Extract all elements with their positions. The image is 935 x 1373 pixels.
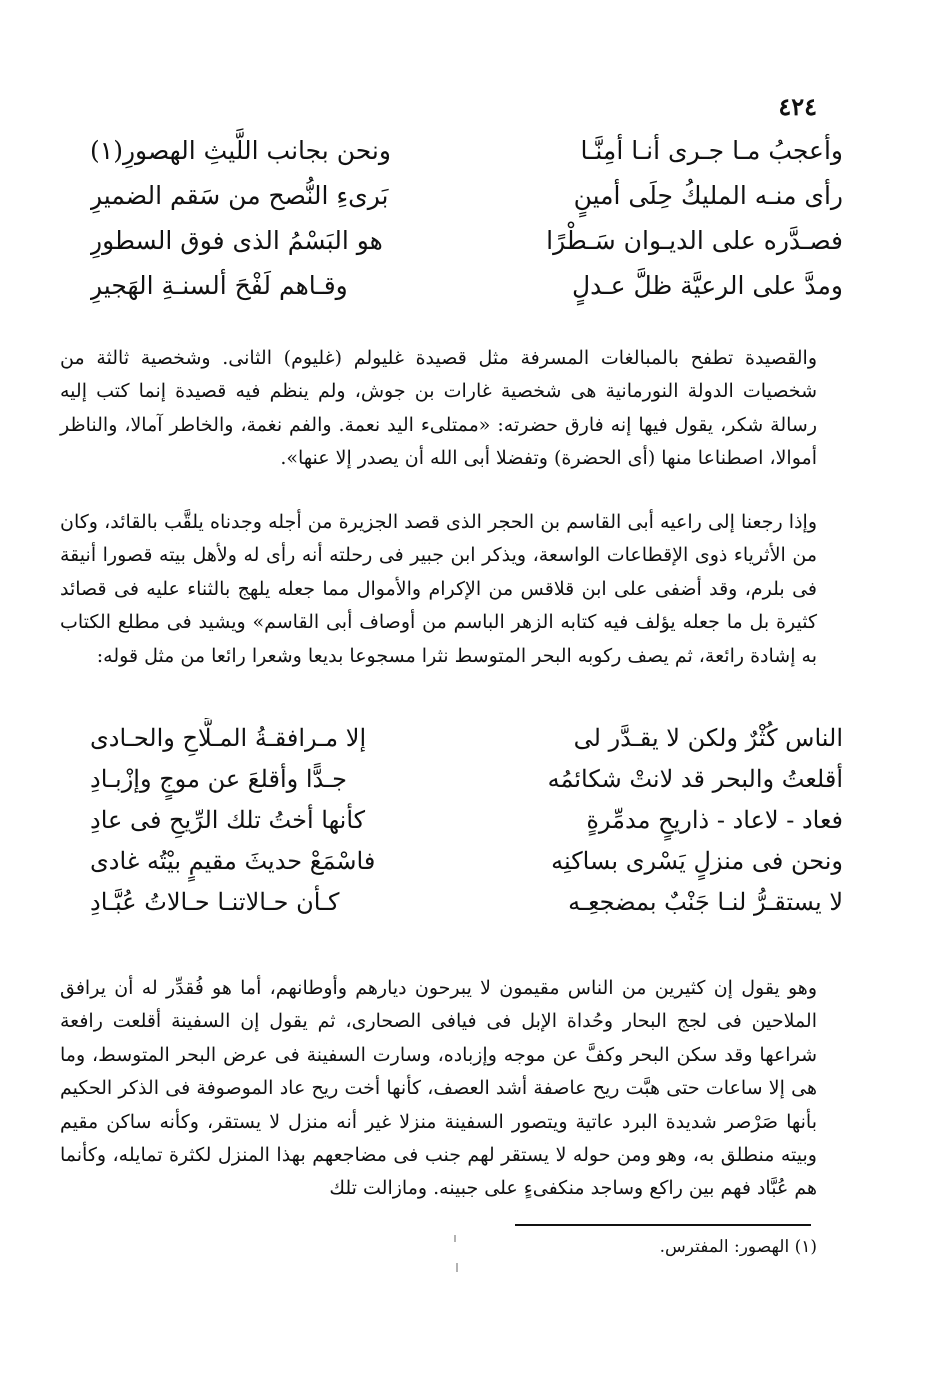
poem-second-hemistich: إلا مـرافقـةُ المـلَّاحِ والحـادى (90, 724, 367, 752)
poem-line (90, 128, 843, 173)
poem-line (90, 263, 843, 308)
poem-second-hemistich: وقـاهم لَفْحَ ألسنـةِ الهَجيرِ (90, 271, 348, 300)
poem-second-hemistich: كـأن حـالاتنـا حـالاتُ عُبَّـادِ (90, 888, 340, 916)
page-number: ٤٢٤ (778, 92, 817, 121)
poem-line (90, 759, 843, 800)
poem-line (90, 218, 843, 263)
poem-second-hemistich: جـدًّا وأقلعَ عن موجٍ وإزْبـادِ (90, 765, 347, 793)
poem-line (90, 800, 843, 841)
poem-second-hemistich: بَرىءِ النُّصح من سَقم الضميرِ (90, 181, 389, 210)
quoted-poem (90, 718, 843, 923)
paper-speck (454, 1235, 456, 1242)
footnote-divider (515, 1224, 811, 1226)
poem-first-hemistich: فعاد - لاعاد - ذاريحٍ مدمِّرةٍ (586, 806, 843, 834)
poem-first-hemistich: فصـدَّره على الديـوان سَـطْرًا (546, 226, 843, 255)
paper-speck (456, 1263, 458, 1272)
poem-first-hemistich: الناس كُثْرٌ ولكن لا يقـدَّر لى (573, 724, 843, 752)
body-paragraph: وهو يقول إن كثيرين من الناس مقيمون لا يبرحون ديارهم وأوطانهم، أما هو فُقدِّر له أن يرافق الملاحين فى لجج البحار وحُداة الإبل فى فيافى الصحارى، ثم يقول إن السفينة أقلعت رافعة شراعها وقد سكن البحر وكفَّ عن موجه وإزباده، وسارت السفينة فى عرض البحر المتوسط، وما هى إلا ساعات حتى هبَّت ريح عاصفة أشد العصف، كأنها أخت ريح عاد الموصوفة فى الذكر الحكيم بأنها صَرْصر شديدة البرد عاتية ويتصور السفينة منزلا غير أنه منزل لا يستقر، وكأنه ساكن مقيم وبيته منطلق به، وهو ومن حوله لا يستقر لهم جنب فى مضاجعهم بهذا المنزل لكثرة تمايله، وكأنما هم عُبَّاد فهم بين راكع وساجد منكفىءٍ على جبينه. ومازالت تلك (60, 977, 817, 1200)
poem-second-hemistich: ونحن بجانب اللَّيثِ الهصورِ(١) (90, 136, 391, 165)
poem-line (90, 173, 843, 218)
poem-first-hemistich: ونحن فى منزلٍ يَسْرى بساكنِه (551, 847, 843, 875)
opening-poem (90, 128, 843, 308)
poem-second-hemistich: هو البَسْمُ الذى فوق السطورِ (90, 226, 383, 255)
poem-first-hemistich: رأى منـه المليكُ حِلَى أمينٍ (573, 181, 843, 210)
footnote: (١) الهصور: المفترس. (659, 1237, 817, 1257)
poem-line (90, 882, 843, 923)
body-paragraph: وإذا رجعنا إلى راعيه أبى القاسم بن الحجر الذى قصد الجزيرة من أجله وجدناه يلقَّب بالقائد، وكان من الأثرياء ذوى الإقطاعات الواسعة، ويذكر ابن جبير فى رحلته أنه رأى له ولأهل بيته قصورا أنيقة فى بلرم، وقد أضفى على ابن قلاقس من الإكرام والأموال مما جعله يلهج بالثناء عليه فى قصائد كثيرة بل ما جعله يؤلف فيه كتابه الزهر الباسم من أوصاف أبى القاسم» ويشيد فى مطلع الكتاب به إشادة رائعة، ثم يصف ركوبه البحر المتوسط نثرا مسجوعا بديعا وشعرا رائعا من مثل قوله: (60, 511, 817, 667)
poem-second-hemistich: كأنها أختُ تلك الرِّيحِ فى عادِ (90, 806, 366, 834)
poem-first-hemistich: وأعجبُ مـا جـرى أنـا أمِنَّـا (580, 136, 843, 165)
poem-second-hemistich: فاسْمَعْ حديثَ مقيمٍ بيْتُه غادى (90, 847, 376, 875)
poem-first-hemistich: لا يستقـرُّ لنـا جَنْبٌ بمضجعِـه (568, 888, 843, 916)
poem-first-hemistich: أقلعتُ والبحر قد لانتْ شكائمُه (547, 765, 843, 793)
poem-line (90, 841, 843, 882)
poem-line (90, 718, 843, 759)
body-paragraph: والقصيدة تطفح بالمبالغات المسرفة مثل قصيدة غليولم (غليوم) الثانى. وشخصية ثالثة من شخصيات الدولة النورمانية هى شخصية غارات بن جوش، ولم ينظم فيه قصيدة إنما كتب إليه رسالة شكر، يقول فيها إنه فارق حضرته: «ممتلىء اليد نعمة. والفم نغمة، والخاطر آمالا، والناظر أموالا، اصطناعا منها (أى الحضرة) وتفضلا أبى الله أن يصدر إلا عنها». (60, 347, 817, 470)
poem-first-hemistich: ومدَّ على الرعيَّة ظلَّ عـدلٍ (572, 271, 843, 300)
